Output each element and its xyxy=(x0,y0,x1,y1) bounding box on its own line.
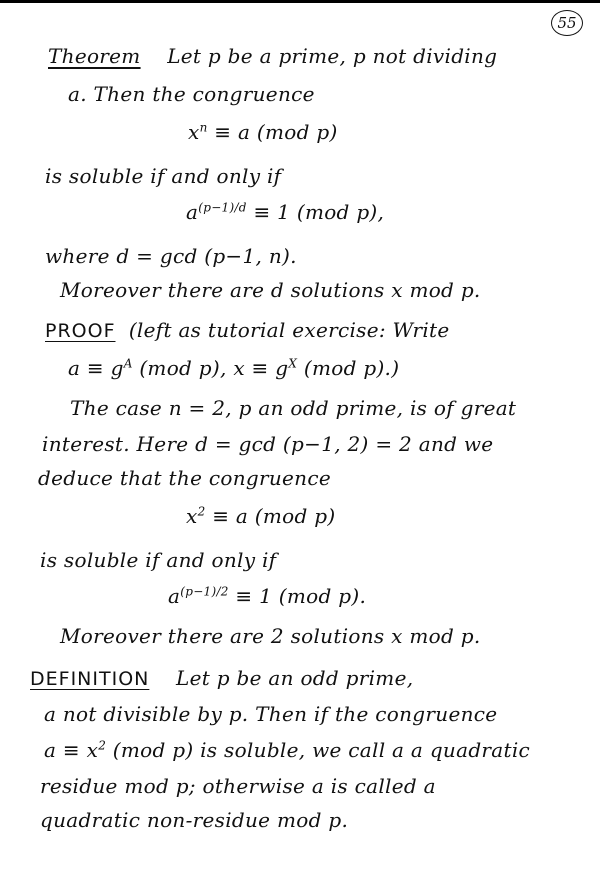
congruence-exponent: n xyxy=(199,120,208,135)
remark-congruence-rest: ≡ a (mod p) xyxy=(205,504,336,528)
theorem-heading: Theorem xyxy=(48,44,141,68)
theorem-line-4: is soluble if and only if xyxy=(45,164,282,188)
theorem-congruence xyxy=(188,120,338,144)
congruence-base: x xyxy=(188,120,200,144)
theorem-criterion xyxy=(186,200,384,224)
definition-text-1: Let p be an odd prime, xyxy=(176,666,414,690)
proof-text-1: (left as tutorial exercise: Write xyxy=(128,318,450,342)
criterion-exponent: (p−1)/d xyxy=(198,200,247,215)
congruence-rest: ≡ a (mod p) xyxy=(207,120,338,144)
theorem-line-7: Moreover there are d solutions x mod p. xyxy=(60,278,481,302)
remark-congruence-base: x xyxy=(186,504,198,528)
proof-sub-x-rest: (mod p).) xyxy=(297,356,400,380)
definition-line-2: a not divisible by p. Then if the congruence xyxy=(44,702,498,726)
remark-line-2: interest. Here d = gcd (p−1, 2) = 2 and we xyxy=(42,432,494,456)
proof-line-1 xyxy=(45,318,450,342)
definition-line-5: quadratic non-residue mod p. xyxy=(40,808,349,832)
proof-sub-a-rest: (mod p), x ≡ g xyxy=(132,356,289,380)
proof-sub-a-exponent: A xyxy=(123,356,133,371)
definition-line-3-rest: (mod p) is soluble, we call a a quadratic xyxy=(106,738,531,762)
remark-line-5: is soluble if and only if xyxy=(40,548,277,572)
definition-line-3-a: a ≡ x xyxy=(44,738,99,762)
definition-line-3 xyxy=(44,738,530,762)
theorem-line-2: a. Then the congruence xyxy=(68,82,315,106)
theorem-line-6: where d = gcd (p−1, n). xyxy=(45,244,297,268)
remark-line-3: deduce that the congruence xyxy=(38,466,331,490)
theorem-text-1: Let p be a prime, p not dividing xyxy=(167,44,498,68)
criterion-base: a xyxy=(186,200,199,224)
page-number: 55 xyxy=(551,10,583,36)
remark-congruence xyxy=(186,504,335,528)
proof-sub-x-exponent: X xyxy=(288,356,298,371)
criterion-rest: ≡ 1 (mod p), xyxy=(246,200,385,224)
remark-criterion-rest: ≡ 1 (mod p). xyxy=(228,584,367,608)
definition-line-1 xyxy=(30,666,413,690)
remark-line-1: The case n = 2, p an odd prime, is of great xyxy=(70,396,517,420)
remark-criterion-exponent: (p−1)/2 xyxy=(180,584,229,599)
theorem-line-1 xyxy=(48,44,497,68)
remark-congruence-exponent: 2 xyxy=(197,504,206,519)
remark-criterion-base: a xyxy=(168,584,181,608)
remark-line-7: Moreover there are 2 solutions x mod p. xyxy=(60,624,481,648)
definition-line-4: residue mod p; otherwise a is called a xyxy=(40,774,436,798)
proof-substitution xyxy=(68,356,399,380)
proof-sub-a: a ≡ g xyxy=(68,356,124,380)
top-border-line xyxy=(0,0,600,3)
definition-heading: DEFINITION xyxy=(30,668,150,690)
definition-line-3-exponent: 2 xyxy=(98,738,107,753)
proof-heading: PROOF xyxy=(45,320,116,342)
remark-criterion xyxy=(168,584,366,608)
